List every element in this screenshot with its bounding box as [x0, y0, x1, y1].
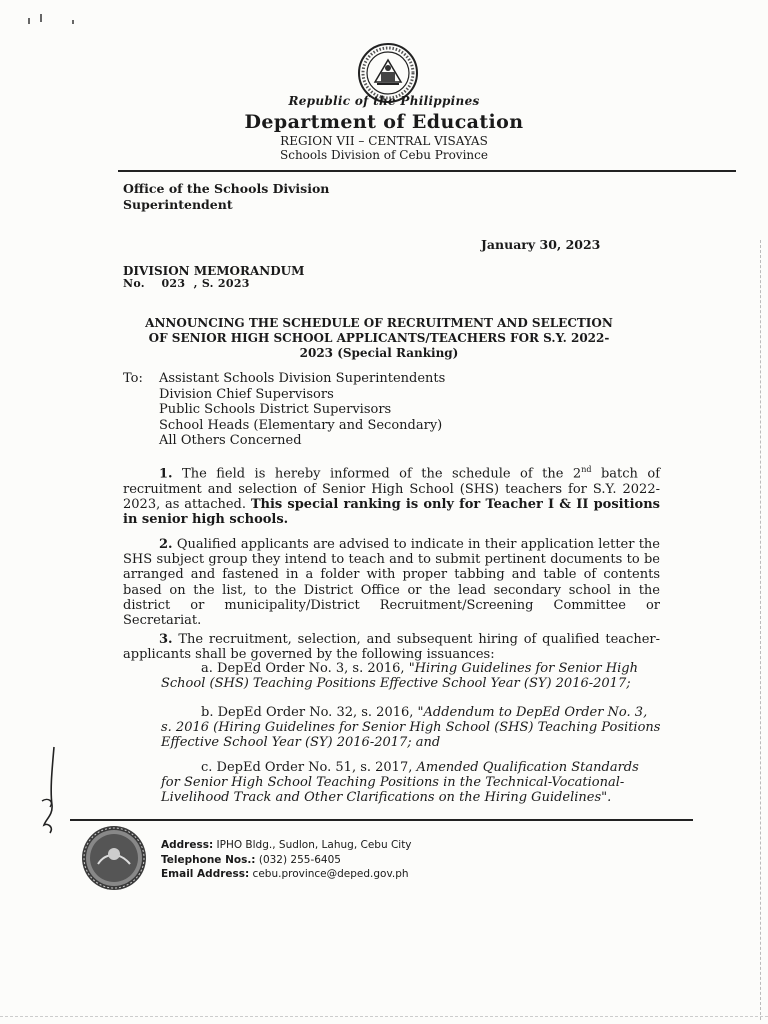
- office-line-2: Superintendent: [123, 197, 233, 212]
- recipient-item: All Others Concerned: [159, 433, 302, 448]
- memo-title: [122, 316, 636, 361]
- scan-speck: [28, 18, 30, 24]
- scan-edge: [0, 1016, 768, 1017]
- republic-line: Republic of the Philippines: [288, 94, 480, 108]
- footer-phone: [161, 853, 412, 868]
- footer-contact: [161, 838, 412, 882]
- issuance-title: Amended Qualification Standards for Senior High School Teaching Positions in the Technical-Vocational-Livelihood Track and Other Clarifications on the Hiring Guidelines".: [161, 760, 639, 806]
- paragraph-number: 1.: [159, 466, 173, 482]
- paragraph-2: [123, 537, 660, 628]
- email-label: Email Address:: [161, 868, 250, 880]
- department-name: Department of Education: [244, 111, 524, 133]
- phone-label: Telephone Nos.:: [161, 853, 256, 866]
- paragraph-emphasis: This special ranking is only for Teacher I & II positions in senior high schools.: [123, 496, 660, 527]
- footer-email: [161, 867, 412, 882]
- email-value: cebu.province@deped.gov.ph: [249, 868, 409, 880]
- phone-value: (032) 255-6405: [255, 853, 341, 866]
- address-label: Address:: [161, 839, 214, 851]
- office-line-1: Office of the Schools Division: [123, 181, 330, 196]
- paragraph-3: [123, 632, 660, 662]
- paragraph-text: The field is hereby informed of the schedule of the 2: [172, 466, 582, 482]
- title-line-2: OF SENIOR HIGH SCHOOL APPLICANTS/TEACHERS FOR S.Y. 2022-: [148, 331, 610, 345]
- division-line: Schools Division of Cebu Province: [280, 148, 488, 162]
- footer-address: [161, 838, 412, 853]
- paragraph-number: 3.: [159, 632, 173, 647]
- issuance-item: [161, 705, 661, 751]
- paragraph-1: [123, 462, 660, 527]
- paragraph-text: Qualified applicants are advised to indicate in their application letter the SHS subject group they intend to teach and to submit pertinent documents to be arranged and fastened in a folder with proper tabbing and table of contents based on the list, to the District Office or the lead secondary school in the district or municipality/District Recruitment/Screening Committee or Secretariat.: [123, 537, 660, 629]
- scan-edge: [760, 240, 762, 1020]
- scan-speck: [72, 20, 74, 24]
- to-label: To:: [123, 371, 143, 386]
- paragraph-number: 2.: [159, 537, 173, 552]
- issuance-prefix: c. DepEd Order No. 51, s. 2017,: [201, 760, 417, 775]
- issuance-title: "Hiring Guidelines for Senior High School (SHS) Teaching Positions Effective School Year (SY) 2016-2017;: [161, 661, 638, 692]
- issuance-prefix: a. DepEd Order No. 3, s. 2016,: [201, 661, 409, 676]
- issuance-prefix: b. DepEd Order No. 32, s. 2016,: [201, 705, 418, 720]
- issuance-item: [161, 760, 661, 806]
- recipient-item: Public Schools District Supervisors: [159, 402, 392, 417]
- footer-divider: [70, 819, 693, 821]
- office-name: [123, 181, 383, 213]
- region-line: REGION VII – CENTRAL VISAYAS: [280, 134, 488, 148]
- issuance-title: "Addendum to DepEd Order No. 3, s. 2016 (Hiring Guidelines for Senior High School (SHS) Teaching Positions Effective School Year (SY) 2016-2017; and: [161, 705, 661, 751]
- recipient-item: Division Chief Supervisors: [159, 386, 334, 402]
- paragraph-text: batch of recruitment and selection of Senior High School (SHS) teachers for S.Y. 2022-2023, as attached.: [123, 466, 661, 512]
- recipient-item: School Heads (Elementary and Secondary): [159, 417, 443, 433]
- memo-number: No. 023 , S. 2023: [123, 277, 250, 290]
- division-seal-icon: [80, 824, 148, 892]
- paragraph-text: The recruitment, selection, and subsequent hiring of qualified teacher-applicants shall be governed by the following issuances:: [123, 632, 660, 663]
- superscript: nd: [581, 465, 592, 474]
- header-divider: [118, 170, 736, 172]
- recipient-item: Assistant Schools Division Superintendents: [159, 371, 446, 386]
- title-line-1: ANNOUNCING THE SCHEDULE OF RECRUITMENT AND SELECTION: [145, 316, 613, 330]
- handwritten-mark-icon: [34, 745, 64, 835]
- recipient-list: [159, 371, 445, 449]
- title-line-3: 2023 (Special Ranking): [299, 346, 459, 360]
- address-value: IPHO Bldg., Sudlon, Lahug, Cebu City: [213, 839, 412, 851]
- memo-heading: DIVISION MEMORANDUM: [123, 264, 305, 278]
- issuance-item: [161, 661, 661, 691]
- scan-speck: [40, 14, 42, 22]
- memo-date: January 30, 2023: [481, 237, 601, 252]
